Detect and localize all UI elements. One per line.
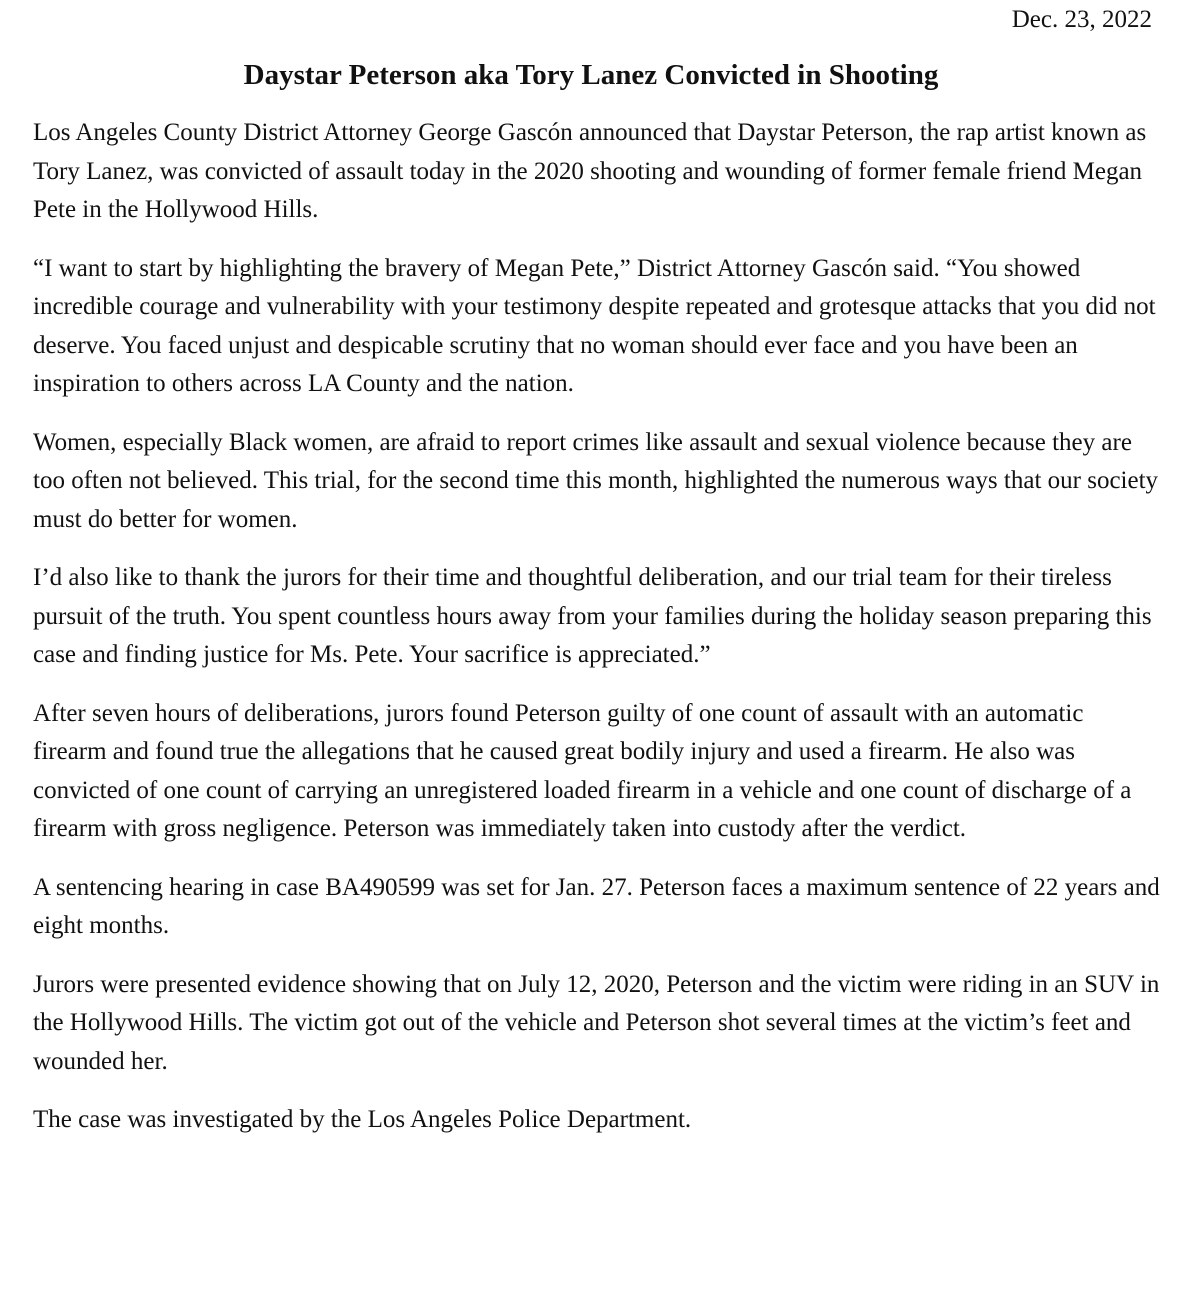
paragraph-announcement: Los Angeles County District Attorney George Gascón announced that Daystar Peterson, the rap artist known as Tory Lanez, was convicted of assault today in the 2020 shooting and wounding of former female friend Megan Pete in the Hollywood Hills. bbox=[33, 119, 1147, 223]
page-title: Daystar Peterson aka Tory Lanez Convicted in Shooting bbox=[243, 59, 939, 91]
paragraph-quote-women: Women, especially Black women, are afraid to report crimes like assault and sexual violence because they are too often not believed. This trial, for the second time this month, highlighted the numerous ways that our society must do better for women. bbox=[33, 428, 1159, 533]
article-body bbox=[33, 114, 1163, 1160]
release-date: Dec. 23, 2022 bbox=[1011, 6, 1152, 33]
paragraph-evidence: Jurors were presented evidence showing that on July 12, 2020, Peterson and the victim were riding in an SUV in the Hollywood Hills. The victim got out of the vehicle and Peterson shot several times at the victim’s feet and wounded her. bbox=[33, 970, 1160, 1075]
paragraph-quote-bravery: “I want to start by highlighting the bravery of Megan Pete,” District Attorney Gascón said. “You showed incredible courage and vulnerability with your testimony despite repeated and grotesque attacks that you did not deserve. You faced unjust and despicable scrutiny that no woman should ever face and you have been an inspiration to others across LA County and the nation. bbox=[33, 254, 1156, 397]
paragraph-quote-thanks: I’d also like to thank the jurors for their time and thoughtful deliberation, and our trial team for their tireless pursuit of the truth. You spent countless hours away from your families during the holiday season preparing this case and finding justice for Ms. Pete. Your sacrifice is appreciated.” bbox=[33, 564, 1152, 668]
paragraph-investigation: The case was investigated by the Los Angeles Police Department. bbox=[33, 1106, 692, 1133]
paragraph-verdict: After seven hours of deliberations, jurors found Peterson guilty of one count of assault with an automatic firearm and found true the allegations that he caused great bodily injury and used a firearm. He also was convicted of one count of carrying an unregistered loaded firearm in a vehicle and one count of discharge of a firearm with gross negligence. Peterson was immediately taken into custody after the verdict. bbox=[33, 699, 1132, 842]
paragraph-sentencing: A sentencing hearing in case BA490599 was set for Jan. 27. Peterson faces a maximum sentence of 22 years and eight months. bbox=[33, 873, 1160, 939]
